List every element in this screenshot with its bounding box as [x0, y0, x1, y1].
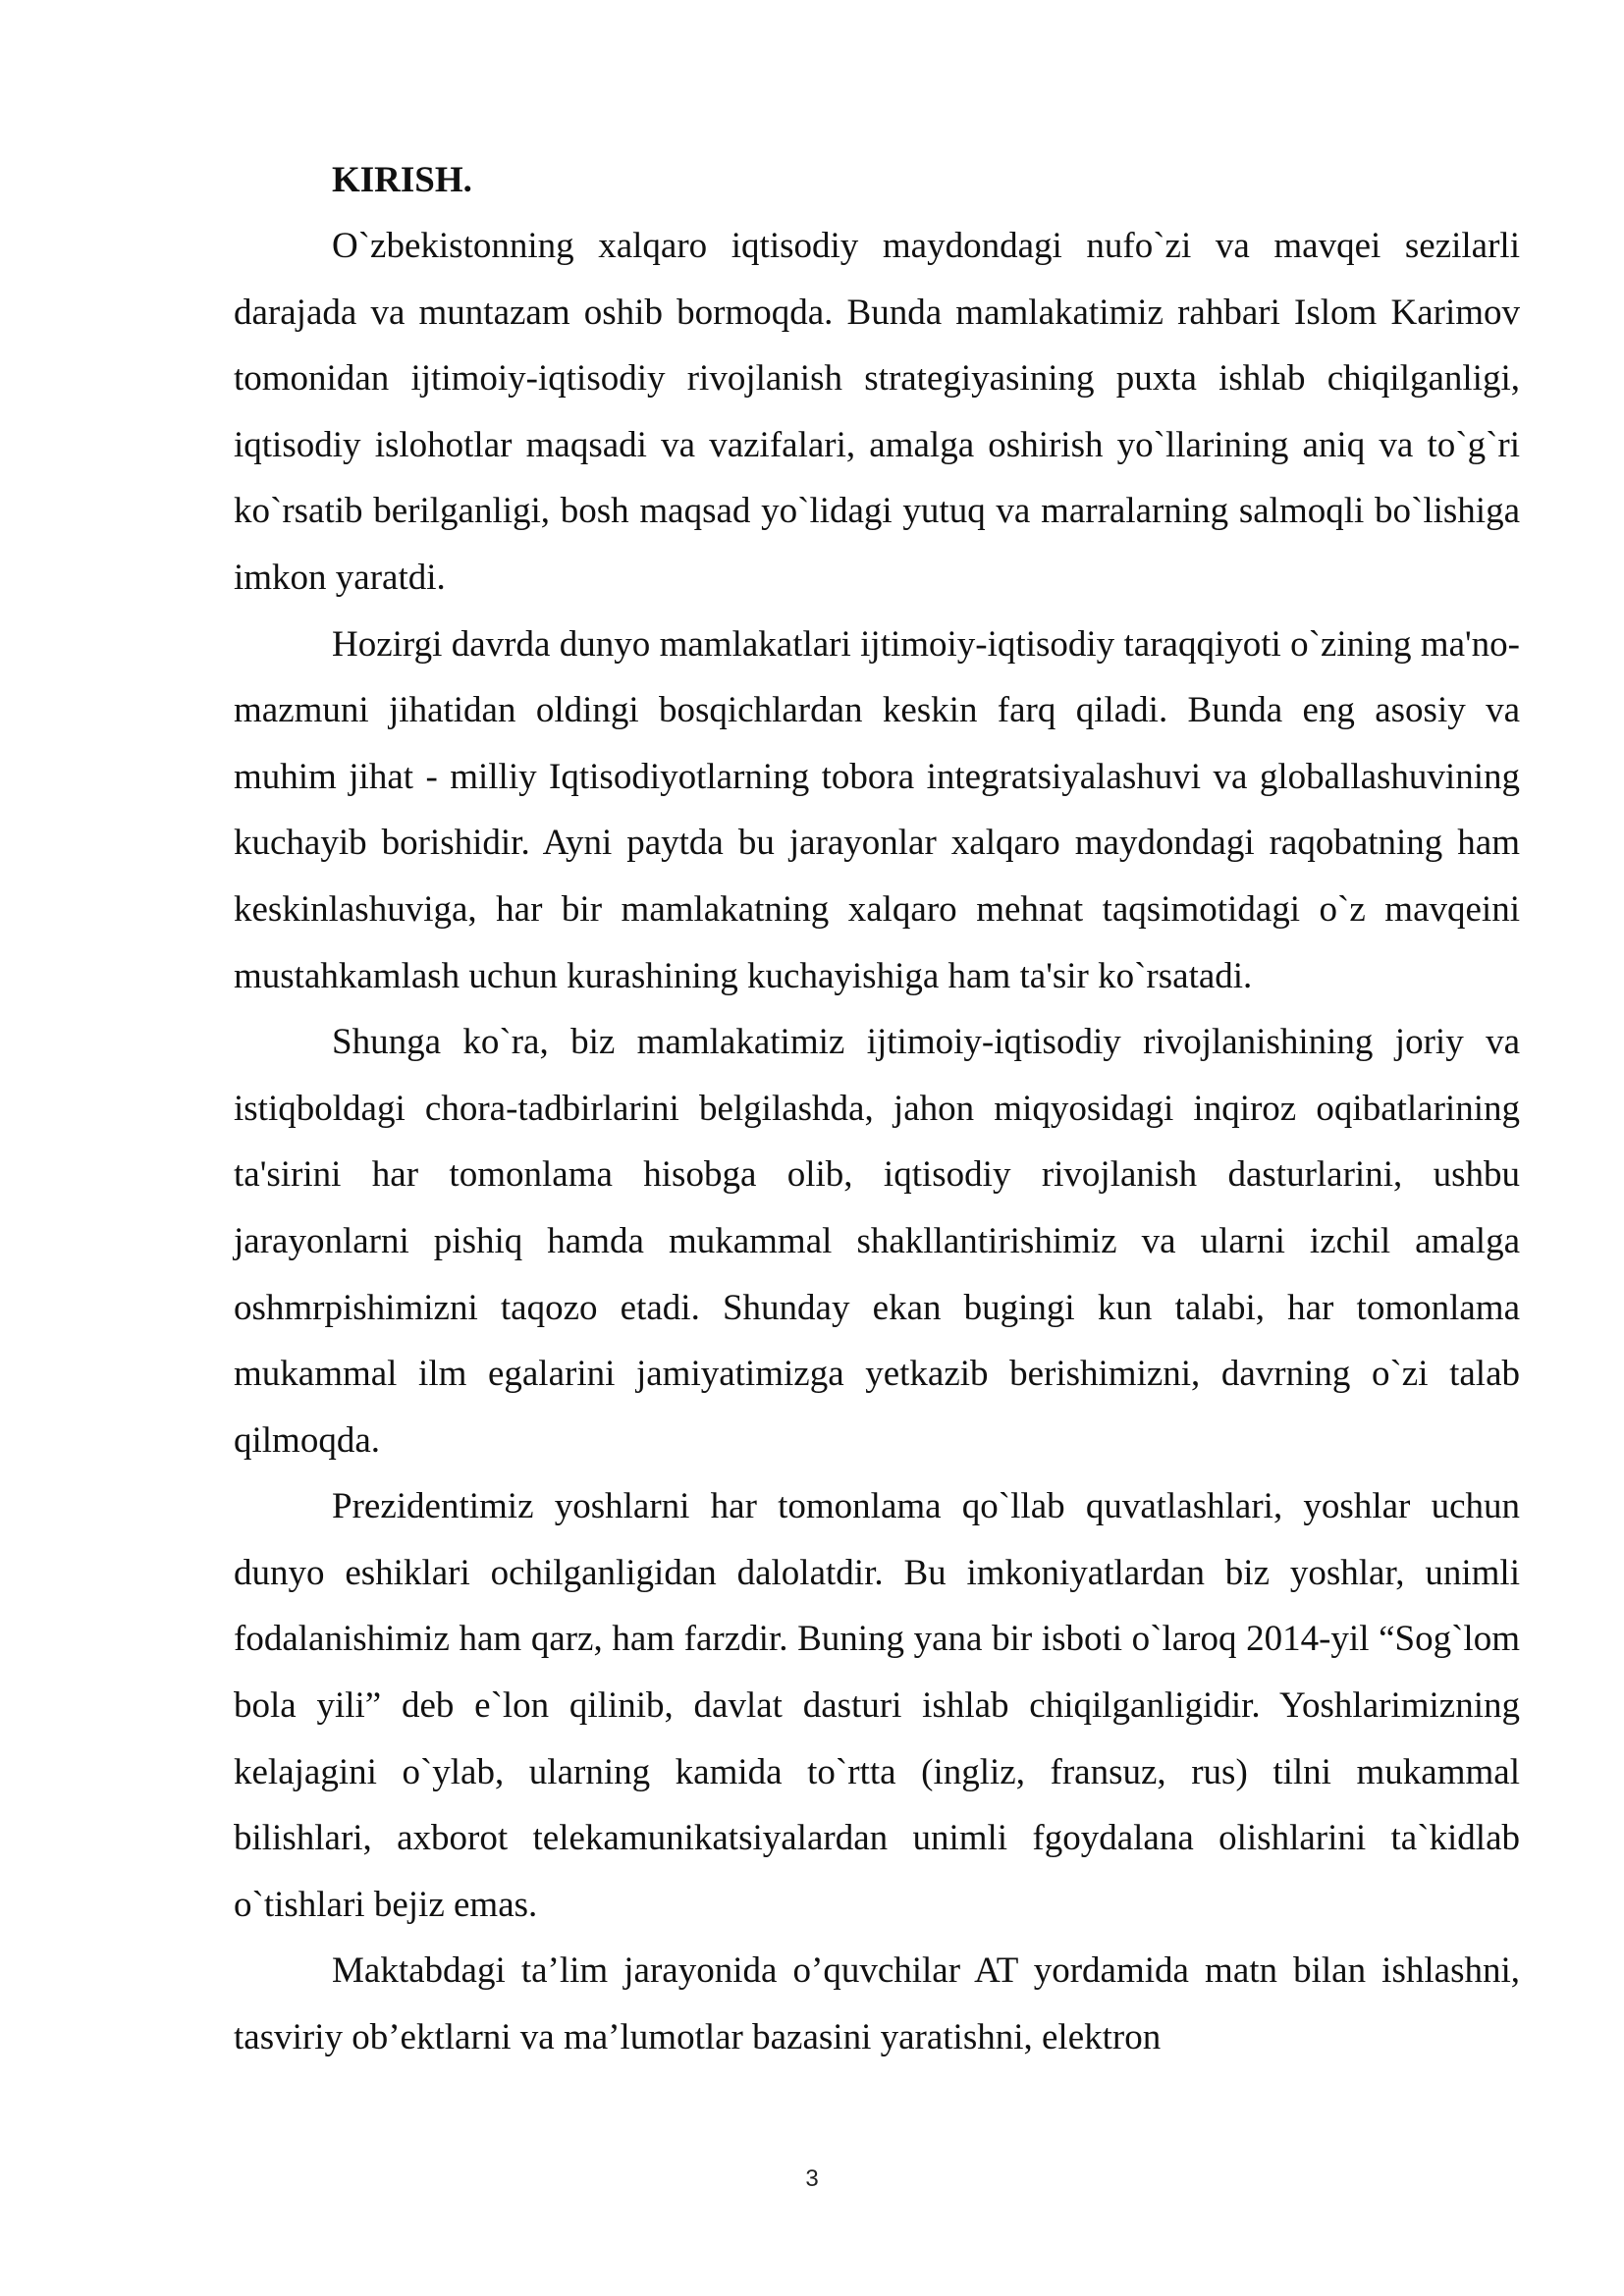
paragraph-3: Shunga ko`ra, biz mamlakatimiz ijtimoiy-iqtisodiy rivojlanishining joriy va istiqboldagi chora-tadbirlarini belgilashda, jahon miqyosidagi inqiroz oqibatlarining ta'sirini har tomonlama hisobga olib, iqtisodiy rivojlanish dasturlarini, ushbu jarayonlarni pishiq hamda mukammal shakllantirishimiz va ularni izchil amalga oshmrpishimizni taqozo etadi. Shunday ekan bugingi kun talabi, har tomonlama mukammal ilm egalarini jamiyatimizga yetkazib berishimizni, davrning o`zi talab qilmoqda. [234, 1022, 1520, 1461]
paragraph-5: Maktabdagi ta’lim jarayonida o’quvchilar AT yordamida matn bilan ishlashni, tasviriy ob’ektlarni va ma’lumotlar bazasini yaratishni, elektron [234, 1950, 1520, 2058]
paragraph-2: Hozirgi davrda dunyo mamlakatlari ijtimoiy-iqtisodiy taraqqiyoti o`zining ma'no-mazmuni jihatidan oldingi bosqichlardan keskin farq qiladi. Bunda eng asosiy va muhim jihat - milliy Iqtisodiyotlarning tobora integratsiyalashuvi va globallashuvining kuchayib borishidir. Ayni paytda bu jarayonlar xalqaro maydondagi raqobatning ham keskinlashuviga, har bir mamlakatning xalqaro mehnat taqsimotidagi o`z mavqeini mustahkamlash uchun kurashining kuchayishiga ham ta'sir ko`rsatadi. [234, 623, 1520, 996]
section-heading: KIRISH. [332, 160, 472, 200]
page-number: 3 [805, 2165, 819, 2192]
document-body [234, 147, 1520, 2071]
paragraph-4: Prezidentimiz yoshlarni har tomonlama qo`llab quvatlashlari, yoshlar uchun dunyo eshiklari ochilganligidan dalolatdir. Bu imkoniyatlardan biz yoshlar, unimli fodalanishimiz ham qarz, ham farzdir. Buning yana bir isboti o`laroq 2014-yil “Sog`lom bola yili” deb e`lon qilinib, davlat dasturi ishlab chiqilganligidir. Yoshlarimizning kelajagini o`ylab, ularning kamida to`rtta (ingliz, fransuz, rus) tilni mukammal bilishlari, axborot telekamunikatsiyalardan unimli fgoydalana olishlarini ta`kidlab o`tishlari bejiz emas. [234, 1486, 1520, 1925]
paragraph-1: O`zbekistonning xalqaro iqtisodiy maydondagi nufo`zi va mavqei sezilarli darajada va muntazam oshib bormoqda. Bunda mamlakatimiz rahbari Islom Karimov tomonidan ijtimoiy-iqtisodiy rivojlanish strategiyasining puxta ishlab chiqilganligi, iqtisodiy islohotlar maqsadi va vazifalari, amalga oshirish yo`llarining aniq va to`g`ri ko`rsatib berilganligi, bosh maqsad yo`lidagi yutuq va marralarning salmoqli bo`lishiga imkon yaratdi. [234, 226, 1520, 598]
